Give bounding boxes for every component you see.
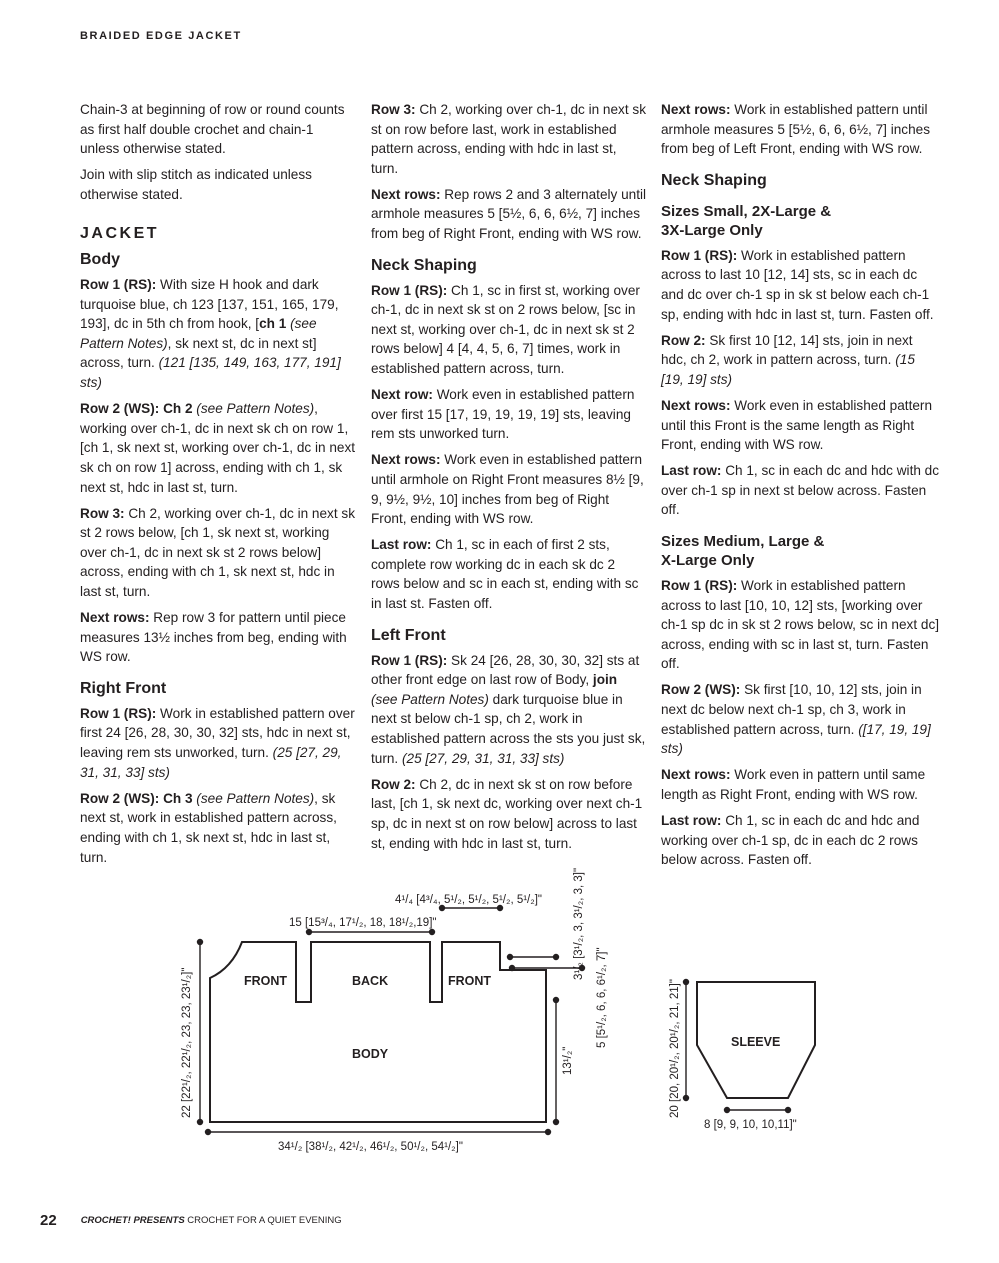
subheading-right-front: Right Front [80, 679, 167, 697]
dim-total-height: 22 [22¹/₂, 22¹/₂, 23, 23, 23¹/₂]" [181, 967, 193, 1118]
dim-shoulder: 4¹/₄ [4³/₄, 5¹/₂, 5¹/₂, 5¹/₂, 5¹/₂]" [395, 894, 542, 906]
size-heading: Sizes Small, 2X-Large & 3X-Large Only [661, 202, 832, 239]
instruction-row: Next rows: Rep rows 2 and 3 alternately until armhole measures 5 [5½, 6, 6, 6½, 7] inches from beg of Right Front, ending with WS row. [371, 186, 647, 242]
running-header: BRAIDED EDGE JACKET [80, 30, 242, 42]
label-front-left: FRONT [244, 974, 288, 988]
dim-sleeve-height: 20 [20, 20¹/₂, 20¹/₂, 21, 21]" [669, 979, 681, 1118]
page-number: 22 [40, 1212, 57, 1229]
instruction-row: Row 1 (RS): Work in established pattern across to last [10, 10, 12] sts, [working over ch-1 sp dc in sk st 2 rows below, sc in next dc] across, ending with sc in last st, turn. Fasten off. [661, 578, 940, 672]
instruction-row: Row 2: Sk first 10 [12, 14] sts, join in next hdc, ch 2, work in pattern across, turn. (15 [19, 19] sts) [661, 332, 915, 387]
instruction-row: Last row: Ch 1, sc in each dc and hdc with dc over ch-1 sp in next st below across. Fasten off. [661, 463, 940, 518]
dim-width: 34¹/₂ [38¹/₂, 42¹/₂, 46¹/₂, 50¹/₂, 54¹/₂]" [278, 1141, 463, 1153]
dim-armhole: 5 [5¹/₂, 6, 6, 6¹/₂, 7]" [596, 947, 608, 1048]
section-heading-jacket: JACKET [80, 225, 160, 243]
subheading-body: Body [80, 251, 120, 269]
instruction-row: Next rows: Work even in pattern until same length as Right Front, ending with WS row. [661, 767, 926, 802]
subheading-neck-shaping: Neck Shaping [661, 171, 767, 189]
instruction-row: Next rows: Rep row 3 for pattern until piece measures 13½ inches from beg, ending with WS row. [80, 610, 347, 665]
instruction-row: Row 3: Ch 2, working over ch-1, dc in next sk st 2 rows below, [ch 1, sk next st, working over ch-1, dc in next sk st 2 rows below] across, ending with ch 1, sk next st, hdc in last st, turn. [80, 505, 355, 599]
instruction-row: Next rows: Work in established pattern until armhole measures 5 [5½, 6, 6, 6½, 7] inches from beg of Left Front, ending with WS row. [661, 102, 931, 157]
instruction-row: Row 1 (RS): Work in established pattern over first 24 [26, 28, 30, 30, 32] sts, hdc in next st, leaving rem sts unworked, turn. (25 [27, 29, 31, 31, 33] sts) [80, 705, 355, 780]
label-back: BACK [352, 974, 389, 988]
instruction-row: Row 1 (RS): Sk 24 [26, 28, 30, 30, 32] sts at other front edge on last row of Body, join (see Pattern Notes) dark turquoise blue in next st below ch-1 sp, ch 2, work in established pattern across the sts you just sk, turn. (25 [27, 29, 31, 31, 33] sts) [371, 652, 646, 766]
dim-sleeve-cuff: 8 [9, 9, 10, 10,11]" [704, 1119, 797, 1131]
instruction-row: Row 2 (WS): Ch 3 (see Pattern Notes), sk next st, work in established pattern across, ending with ch 1, sk next st, hdc in last st, turn. [80, 790, 337, 865]
instruction-row: Row 2 (WS): Ch 2 (see Pattern Notes), working over ch-1, dc in next sk ch on row 1, [ch 1, sk next st, working over ch-1, dc in next sk ch on row 1] across, ending with ch 1, sk next st, hdc in last st, turn. [80, 401, 356, 495]
subheading-left-front: Left Front [371, 626, 446, 644]
label-sleeve: SLEEVE [731, 1035, 781, 1049]
label-body: BODY [352, 1047, 389, 1061]
instruction-row: Row 1 (RS): Work in established pattern across to last 10 [12, 14] sts, sc in each dc and dc over ch-1 sp in sk st below each ch-1 sp, ending with hdc in last st, turn. Fasten off. [661, 247, 934, 322]
footer-book-title: CROCHET FOR A QUIET EVENING [184, 1215, 342, 1227]
body-outline [210, 942, 546, 1122]
dim-neck-depth: 3¹/₂ [3¹/₂, 3, 3¹/₂, 3, 3]" [573, 867, 585, 980]
instruction-row: Row 2 (WS): Sk first [10, 10, 12] sts, join in next dc below next ch-1 sp, ch 3, work in established pattern across, turn. ([17, 19, 19] sts) [661, 682, 931, 757]
subheading-neck-shaping: Neck Shaping [371, 256, 477, 274]
dim-back-neck: 15 [15³/₄, 17¹/₂, 18, 18¹/₂,19]" [289, 917, 437, 929]
instruction-row: Next row: Work even in established pattern over first 15 [17, 19, 19, 19, 19] sts, leaving rem sts unworked turn. [371, 387, 635, 442]
intro-paragraph: Join with slip stitch as indicated unless otherwise stated. [80, 167, 312, 202]
instruction-row: Row 1 (RS): Ch 1, sc in first st, working over ch-1, dc in next sk st on 2 rows below, [sc in next st, working over ch-1, dc in next sk st 2 rows below] 4 [4, 4, 5, 6, 7] times, work in established pattern across, turn. [371, 282, 640, 377]
page-footer [40, 1212, 342, 1229]
instruction-row: Next rows: Work even in established pattern until armhole on Right Front measures 8½ [9, 9, 9½, 9½, 10] inches from beg of Right Front, ending with WS row. [371, 452, 644, 527]
instruction-row: Last row: Ch 1, sc in each dc and hdc and working over ch-1 sp, dc in each dc 2 rows below across. Fasten off. [661, 813, 920, 868]
size-heading: Sizes Medium, Large & X-Large Only [661, 533, 825, 569]
intro-paragraph: Chain-3 at beginning of row or round counts as first half double crochet and chain-1 unless otherwise stated. [80, 102, 345, 157]
instruction-row: Next rows: Work even in established pattern until this Front is the same length as Right Front, ending with WS row. [661, 397, 933, 453]
instruction-row: Last row: Ch 1, sc in each of first 2 sts, complete row working dc in each sk dc 2 rows below and sc in each st, ending with sc in last st. Fasten off. [371, 537, 639, 612]
instruction-row: Row 3: Ch 2, working over ch-1, dc in next sk st on row before last, work in established pattern across, ending with hdc in last st, turn. [371, 102, 646, 176]
dim-body-height: 13¹/₂" [562, 1046, 574, 1075]
instruction-row: Row 2: Ch 2, dc in next sk st on row before last, [ch 1, sk next dc, working over next ch-1 sp, dc in next st on row below] across to last st, ending with hdc in last st, turn. [371, 776, 643, 851]
instruction-row: Row 1 (RS): With size H hook and dark turquoise blue, ch 123 [137, 151, 165, 179, 193], dc in 5th ch from hook, [ch 1 (see Pattern Notes), sk next st, dc in next st] across, turn. (121 [135, 149, 163, 177, 191] sts) [80, 277, 341, 391]
footer-brand: CROCHET! PRESENTS [80, 1215, 185, 1227]
label-front-right: FRONT [448, 974, 492, 988]
